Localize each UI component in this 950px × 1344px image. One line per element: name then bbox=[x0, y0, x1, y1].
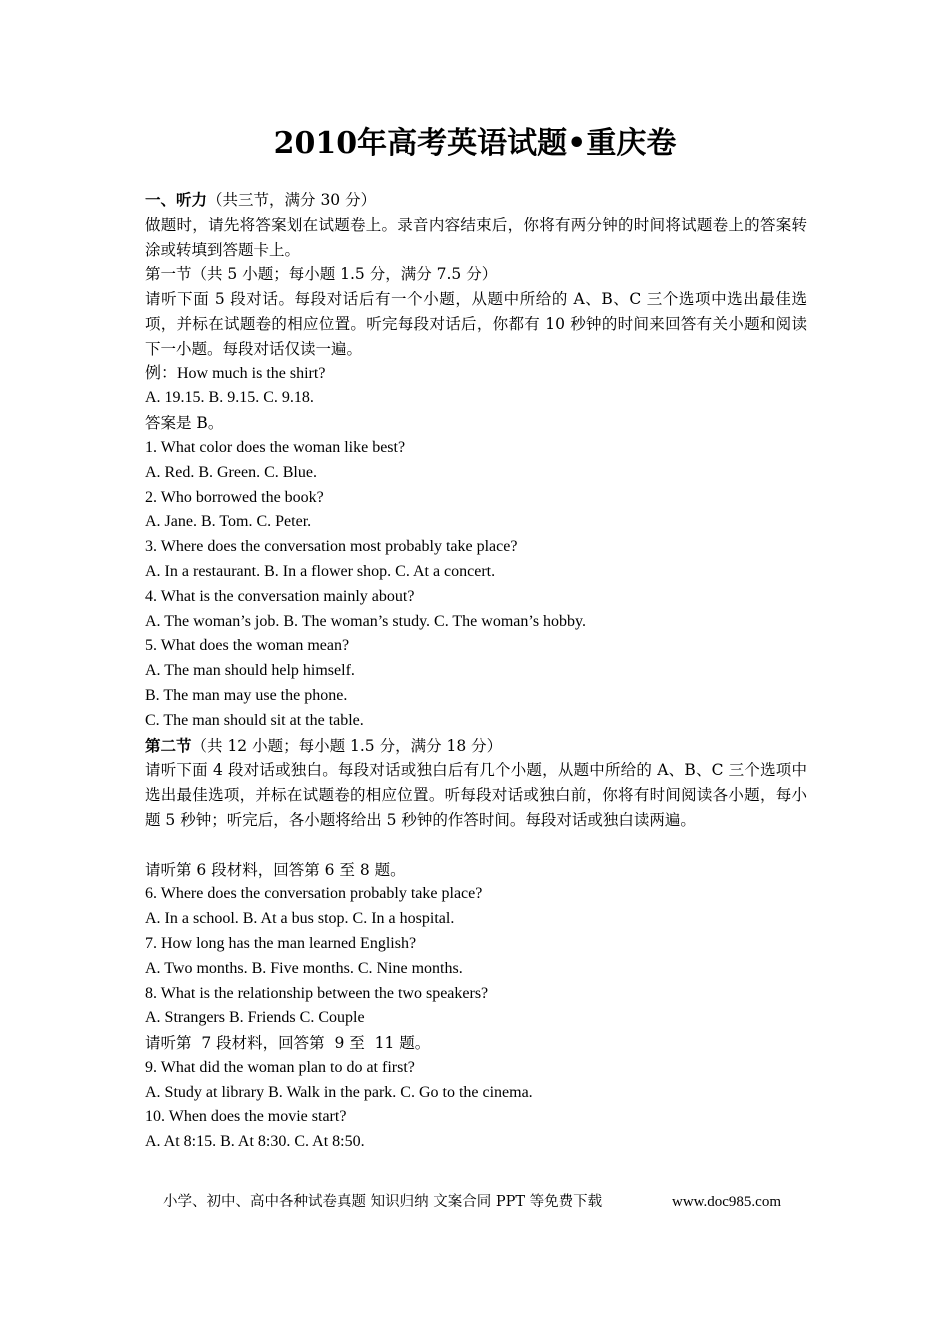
page-footer bbox=[163, 1190, 803, 1214]
options-line: A. Study at library B. Walk in the park. C. Go to the cinema. bbox=[145, 1083, 533, 1101]
question-line: 8. What is the relationship between the two speakers? bbox=[145, 984, 489, 1002]
section1-heading: 第一节（共 5 小题；每小题 1.5 分，满分 7.5 分） bbox=[145, 265, 498, 284]
options-line: A. Red. B. Green. C. Blue. bbox=[145, 463, 317, 481]
options-line: A. Two months. B. Five months. C. Nine months. bbox=[145, 959, 463, 977]
section2-instruction: 请听下面 4 段对话或独白。每段对话或独白后有几个小题，从题中所给的 A、B、C 三个选项中选出最佳选项，并标在试题卷的相应位置。听每段对话或独白前，你将有时间阅读各小题，每小题 5 秒钟；听完后，各小题将给出 5 秒钟的作答时间。每段对话或独白读两遍。 bbox=[145, 761, 807, 829]
options-line: B. The man may use the phone. bbox=[145, 686, 348, 704]
options-line: A. The man should help himself. bbox=[145, 662, 355, 680]
part1-heading: 一、听力 bbox=[145, 190, 208, 209]
footer-text: 小学、初中、高中各种试卷真题 知识归纳 文案合同 PPT 等免费下载 bbox=[163, 1194, 603, 1210]
part1-heading-note: （共三节，满分 30 分） bbox=[207, 191, 377, 209]
options-line: A. In a restaurant. B. In a flower shop. C. At a concert. bbox=[145, 562, 496, 580]
part1-instruction: 做题时，请先将答案划在试题卷上。录音内容结束后，你将有两分钟的时间将试题卷上的答案转涂或转填到答题卡上。 bbox=[145, 215, 807, 259]
question-line: 6. Where does the conversation probably take place? bbox=[145, 885, 483, 903]
example-answer: 答案是 B。 bbox=[145, 414, 224, 433]
section2-heading-note: （共 12 小题；每小题 1.5 分，满分 18 分） bbox=[191, 736, 503, 755]
section2-heading-line bbox=[145, 734, 807, 759]
question-line: 9. What did the woman plan to do at first? bbox=[145, 1058, 415, 1076]
question-line: 1. What color does the woman like best? bbox=[145, 438, 406, 456]
material-7-instruction: 请听第 7 段材料，回答第 9 至 11 题。 bbox=[145, 1034, 431, 1053]
options-line: A. At 8:15. B. At 8:30. C. At 8:50. bbox=[145, 1133, 365, 1151]
footer-url[interactable]: www.doc985.com bbox=[672, 1194, 782, 1210]
options-line: A. The woman’s job. B. The woman’s study. C. The woman’s hobby. bbox=[145, 612, 587, 630]
options-line: C. The man should sit at the table. bbox=[145, 711, 364, 729]
blank-line bbox=[145, 833, 807, 858]
question-line: 3. Where does the conversation most probably take place? bbox=[145, 538, 518, 556]
question-line: 10. When does the movie start? bbox=[145, 1108, 347, 1126]
question-line: 2. Who borrowed the book? bbox=[145, 488, 324, 506]
options-line: A. Jane. B. Tom. C. Peter. bbox=[145, 513, 312, 531]
section1-instruction: 请听下面 5 段对话。每段对话后有一个小题，从题中所给的 A、B、C 三个选项中选出最佳选项，并标在试题卷的相应位置。听完每段对话后，你都有 10 秒钟的时间来回答有关小题和阅读下一小题。每段对话仅读一遍。 bbox=[145, 290, 807, 358]
question-line: 4. What is the conversation mainly about? bbox=[145, 587, 415, 605]
document-body bbox=[145, 188, 807, 1155]
part1-heading-line bbox=[145, 188, 807, 213]
section2-heading: 第二节 bbox=[145, 735, 192, 755]
question-line: 7. How long has the man learned English? bbox=[145, 934, 417, 952]
options-line: A. Strangers B. Friends C. Couple bbox=[145, 1009, 365, 1027]
page-title: 2010年高考英语试题•重庆卷 bbox=[273, 126, 677, 161]
material-6-instruction: 请听第 6 段材料，回答第 6 至 8 题。 bbox=[145, 860, 406, 879]
example-options: A. 19.15. B. 9.15. C. 9.18. bbox=[145, 389, 314, 407]
question-line: 5. What does the woman mean? bbox=[145, 637, 350, 655]
options-line: A. In a school. B. At a bus stop. C. In a hospital. bbox=[145, 910, 455, 928]
example-question: 例：How much is the shirt? bbox=[145, 364, 326, 382]
